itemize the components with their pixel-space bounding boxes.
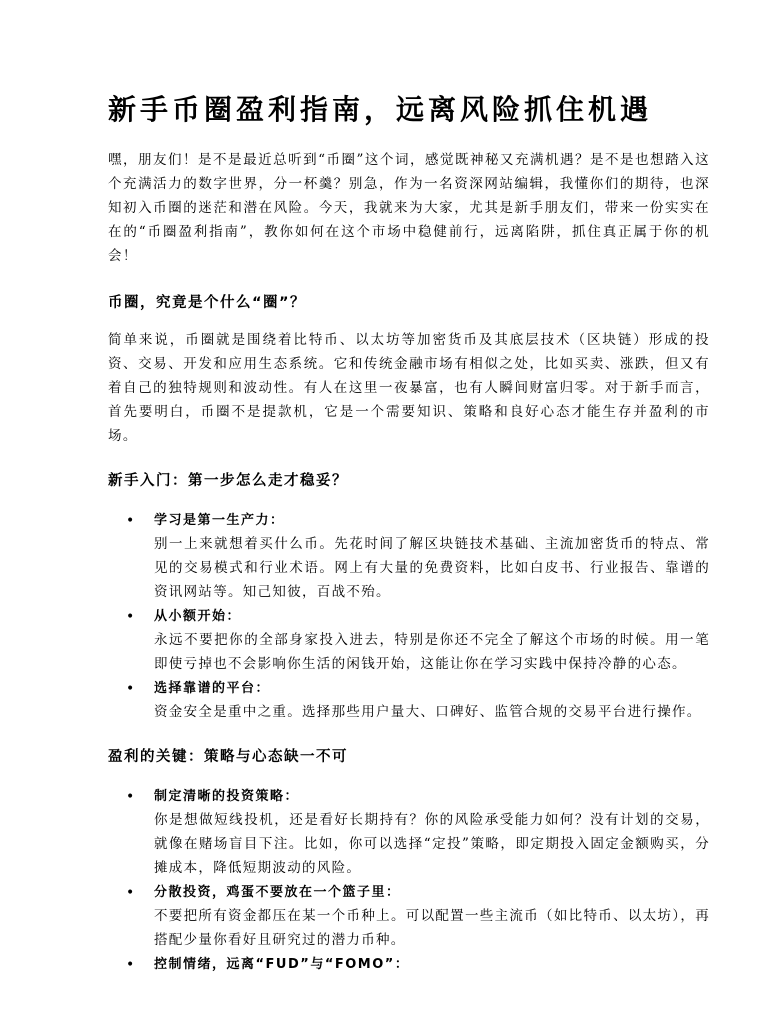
list-item-title: 制定清晰的投资策略： bbox=[154, 789, 300, 805]
list-item bbox=[108, 606, 710, 676]
section-heading-3: 盈利的关键：策略与心态缺一不可 bbox=[108, 749, 348, 766]
list-item-title: 选择靠谱的平台： bbox=[154, 681, 271, 697]
bullet-icon: • bbox=[126, 609, 135, 626]
list-item bbox=[108, 954, 710, 976]
list-item bbox=[108, 882, 710, 952]
list-item-body: 不要把所有资金都压在某一个币种上。可以配置一些主流币（如比特币、以太坊），再搭配少量你看好且研究过的潜力币种。 bbox=[154, 908, 710, 949]
section-paragraph-1: 简单来说，币圈就是围绕着比特币、以太坊等加密货币及其底层技术（区块链）形成的投资、交易、开发和应用生态系统。它和传统金融市场有相似之处，比如买卖、涨跌，但又有着自己的独特规则和波动性。有人在这里一夜暴富，也有人瞬间财富归零。对于新手而言，首先要明白，币圈不是提款机，它是一个需要知识、策略和良好心态才能生存并盈利的市场。 bbox=[108, 332, 710, 445]
section-list-3 bbox=[108, 786, 710, 976]
list-item-body: 资金安全是重中之重。选择那些用户量大、口碑好、监管合规的交易平台进行操作。 bbox=[154, 704, 702, 721]
page-title: 新手币圈盈利指南，远离风险抓住机遇 bbox=[108, 93, 653, 126]
list-item bbox=[108, 510, 710, 604]
bullet-icon: • bbox=[126, 681, 135, 698]
bullet-icon: • bbox=[126, 513, 135, 530]
list-item-title: 从小额开始： bbox=[154, 609, 242, 625]
list-item-body: 你是想做短线投机，还是看好长期持有？你的风险承受能力如何？没有计划的交易，就像在赌场盲目下注。比如，你可以选择“定投”策略，即定期投入固定金额购买，分摊成本，降低短期波动的风险。 bbox=[154, 812, 710, 877]
intro-paragraph: 嘿，朋友们！是不是最近总听到“币圈”这个词，感觉既神秘又充满机遇？是不是也想踏入这个充满活力的数字世界，分一杯羹？别急，作为一名资深网站编辑，我懂你们的期待，也深知初入币圈的迷茫和潜在风险。今天，我就来为大家，尤其是新手朋友们，带来一份实实在在的“币圈盈利指南”，教你如何在这个市场中稳健前行，远离陷阱，抓住真正属于你的机会！ bbox=[108, 152, 710, 265]
list-item-body: 永远不要把你的全部身家投入进去，特别是你还不完全了解这个市场的时候。用一笔即使亏掉也不会影响你生活的闲钱开始，这能让你在学习实践中保持冷静的心态。 bbox=[154, 632, 710, 673]
list-item-title: 分散投资，鸡蛋不要放在一个篮子里： bbox=[154, 885, 401, 901]
list-item-body: 别一上来就想着买什么币。先花时间了解区块链技术基础、主流加密货币的特点、常见的交易模式和行业术语。网上有大量的免费资料，比如白皮书、行业报告、靠谱的资讯网站等。知己知彼，百战不殆。 bbox=[154, 536, 710, 601]
section-list-2 bbox=[108, 510, 710, 724]
section-heading-2: 新手入门：第一步怎么走才稳妥？ bbox=[108, 473, 348, 490]
list-item bbox=[108, 678, 710, 724]
bullet-icon: • bbox=[126, 957, 135, 974]
bullet-icon: • bbox=[126, 789, 135, 806]
bullet-icon: • bbox=[126, 885, 135, 902]
article bbox=[108, 92, 710, 998]
list-item-title: 学习是第一生产力： bbox=[154, 513, 285, 529]
list-item bbox=[108, 786, 710, 880]
list-item-title: 控制情绪，远离“FUD”与“FOMO”： bbox=[154, 957, 410, 973]
section-heading-1: 币圈，究竟是个什么“圈”？ bbox=[108, 295, 307, 312]
